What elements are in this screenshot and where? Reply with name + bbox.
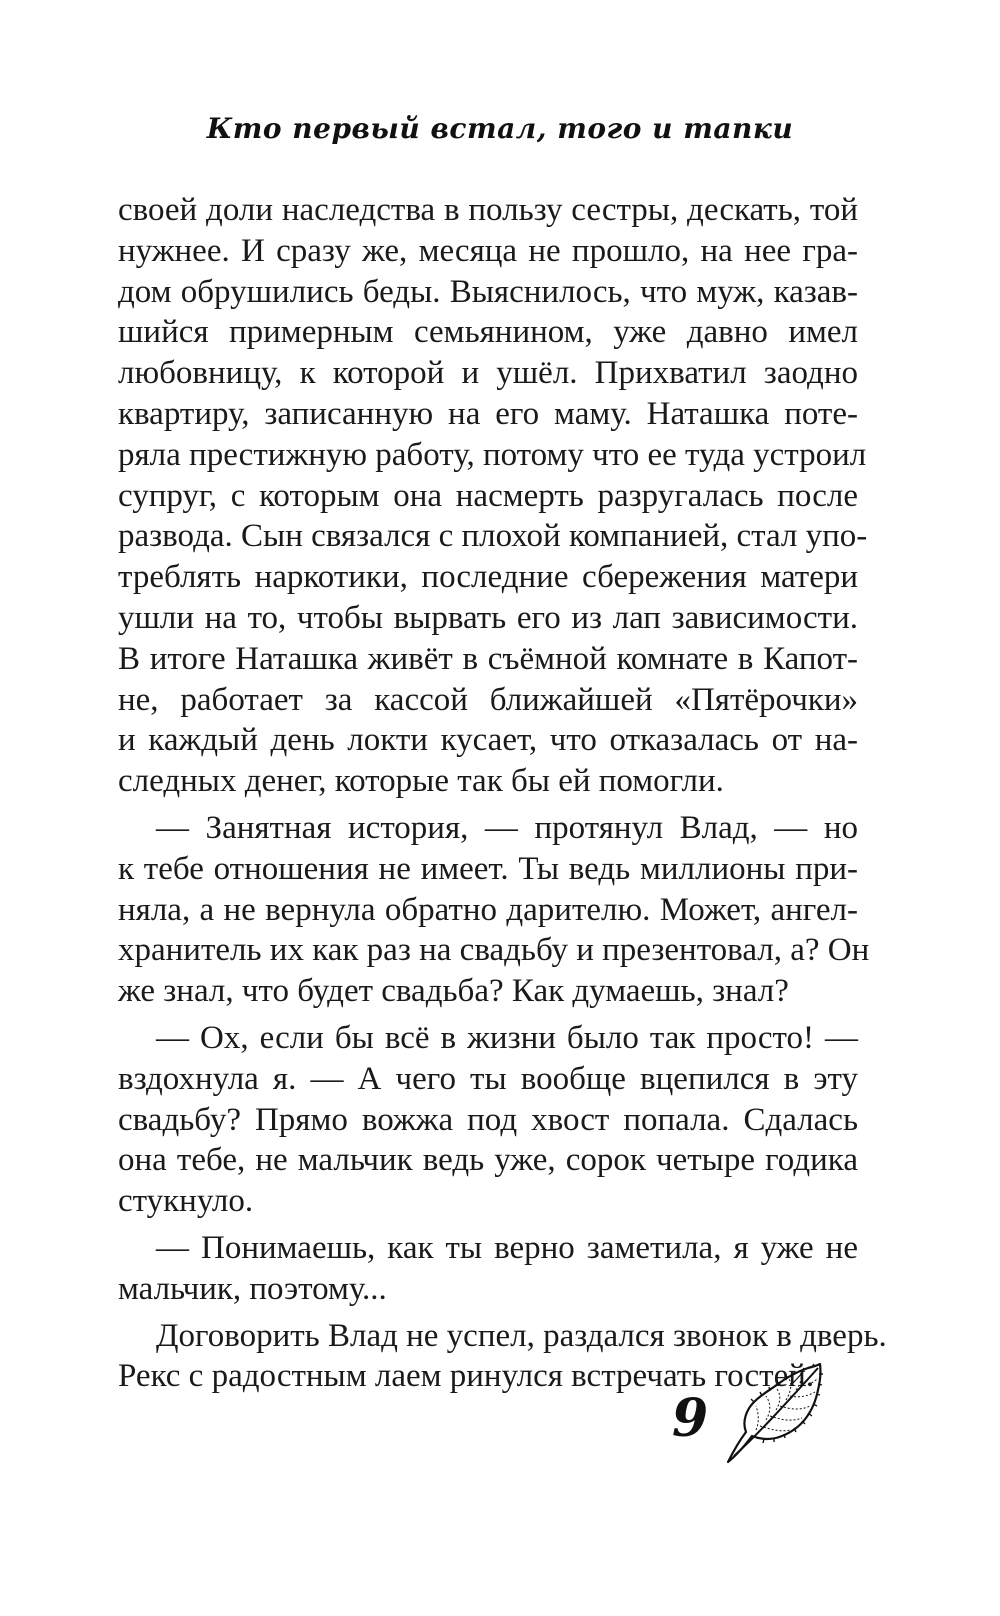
text-line: вздохнула я. — А чего ты вообще вцепился в эту xyxy=(118,1060,858,1097)
text-line: стукнуло. xyxy=(118,1183,254,1220)
text-line: треблять наркотики, последние сбережения матери xyxy=(118,559,858,596)
text-line: няла, а не вернула обратно дарителю. Может, ангел- xyxy=(118,891,858,928)
text-line: и каждый день локти кусает, что отказалась от на- xyxy=(118,722,858,759)
text-line: — Понимаешь, как ты верно заметила, я уже не xyxy=(156,1229,858,1266)
text-line: любовницу, к которой и ушёл. Прихватил заодно xyxy=(118,355,858,392)
text-line: мальчик, поэтому... xyxy=(118,1270,387,1307)
text-line: — Ох, если бы всё в жизни было так просто! — xyxy=(156,1019,858,1056)
text-line: свадьбу? Прямо вожжа под хвост попала. Сдалась xyxy=(118,1101,858,1138)
text-line: Рекс с радостным лаем ринулся встречать гостей. xyxy=(118,1358,815,1395)
text-line: развода. Сын связался с плохой компанией, стал упо- xyxy=(118,518,868,555)
leaf-icon xyxy=(720,1360,830,1470)
text-line: нужнее. И сразу же, месяца не прошло, на нее гра- xyxy=(118,232,858,269)
text-line: квартиру, записанную на его маму. Наташка поте- xyxy=(118,395,858,432)
text-line: хранитель их как раз на свадьбу и презентовал, а? Он xyxy=(118,932,870,969)
text-line: шийся примерным семьянином, уже давно имел xyxy=(118,314,858,351)
text-line: к тебе отношения не имеет. Ты ведь миллионы при- xyxy=(118,850,858,887)
text-line: своей доли наследства в пользу сестры, дескать, той xyxy=(118,192,858,228)
text-line: дом обрушились беды. Выяснилось, что муж, казав- xyxy=(118,273,858,310)
page-number: 9 xyxy=(672,1388,709,1449)
text-line: — Занятная история, — протянул Влад, — но xyxy=(156,809,858,846)
text-line: ушли на то, чтобы вырвать его из лап зависимости. xyxy=(118,599,858,636)
text-line: следных денег, которые так бы ей помогли. xyxy=(118,763,724,800)
text-line: она тебе, не мальчик ведь уже, сорок четыре годика xyxy=(118,1142,858,1179)
text-line: Договорить Влад не успел, раздался звонок в дверь. xyxy=(156,1317,887,1354)
running-header: Кто первый встал, того и тапки xyxy=(206,112,794,145)
text-line: не, работает за кассой ближайшей «Пятёрочки» xyxy=(118,681,858,718)
body-text xyxy=(118,190,887,1397)
text-line: же знал, что будет свадьба? Как думаешь, знал? xyxy=(118,973,789,1010)
text-line: супруг, с которым она насмерть разругалась после xyxy=(118,477,858,514)
text-line: В итоге Наташка живёт в съёмной комнате в Капот- xyxy=(118,640,858,677)
text-line: ряла престижную работу, потому что ее туда устроил xyxy=(118,436,867,473)
